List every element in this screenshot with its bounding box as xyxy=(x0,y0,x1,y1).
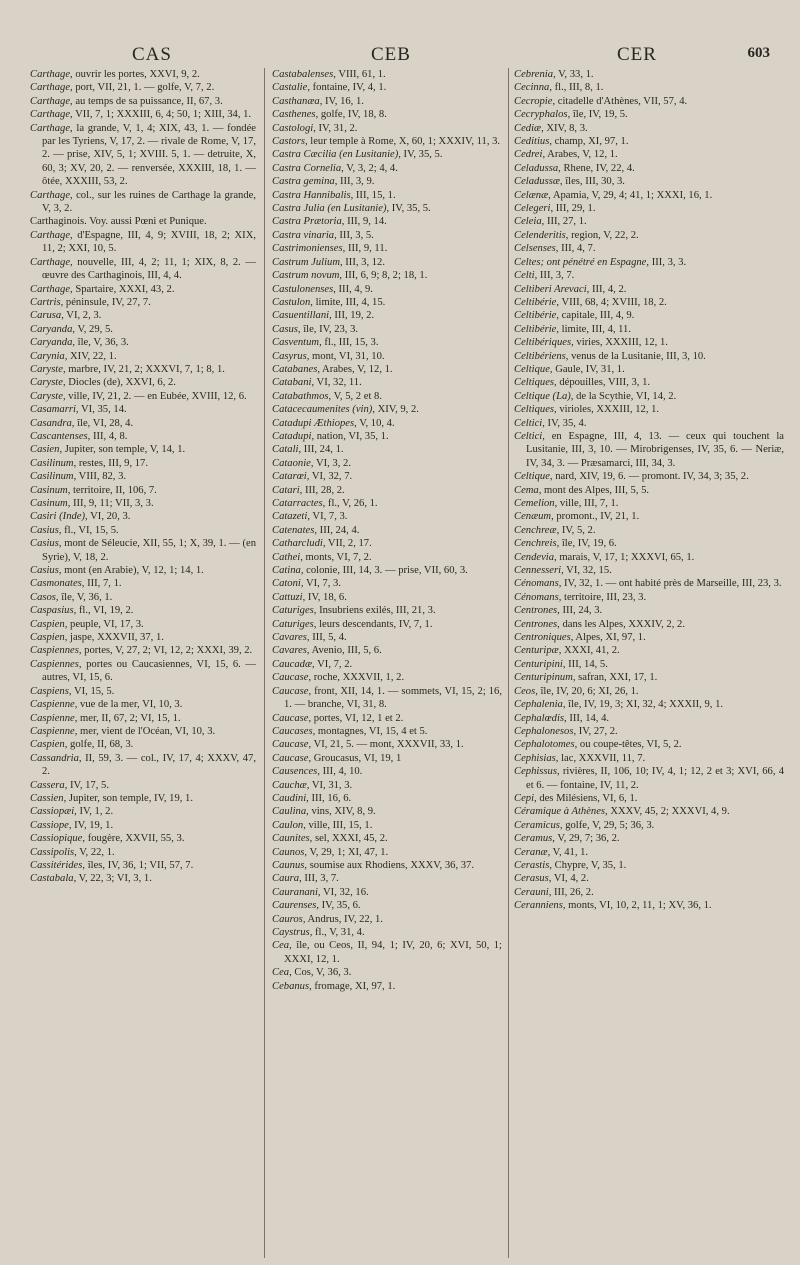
index-entry: Ceranniens, monts, VI, 10, 2, 11, 1; XV, 36, 1. xyxy=(514,900,712,912)
index-entry: Caura, III, 3, 7. xyxy=(272,873,339,885)
index-entry: Catarractes, fl., V, 26, 1. xyxy=(272,498,378,509)
index-entry: Casthanæa, IV, 16, 1. xyxy=(272,95,364,107)
index-entry: Carthage, Spartaire, XXXI, 43, 2. xyxy=(30,283,175,295)
page-header xyxy=(0,44,800,68)
index-entry: Casthenes, golfe, IV, 18, 8. xyxy=(272,109,387,121)
header-center: CEB xyxy=(371,44,411,65)
index-entry: Caspasius, fl., VI, 19, 2. xyxy=(30,605,134,617)
index-entry: Celtiques, dépouilles, VIII, 3, 1. xyxy=(514,377,651,389)
index-entry: Celænæ, Apamia, V, 29, 4; 41, 1; XXXI, 16, 1. xyxy=(514,189,713,201)
index-entry: Caucase, Groucasus, VI, 19, 1 xyxy=(272,752,402,764)
index-entry: Castra Julia (en Lusitanie), IV, 35, 5. xyxy=(272,203,431,215)
index-entry: Celtiberi Arevaci, III, 4, 2. xyxy=(514,283,627,295)
index-entry: Caurenses, IV, 35, 6. xyxy=(272,900,361,912)
index-entry: Carynia, XIV, 22, 1. xyxy=(30,350,117,362)
index-entry: Caspiennes, portes ou Caucasiennes, VI, 15, 6. — autres, VI, 15, 6. xyxy=(30,658,256,684)
index-entry: Caucase, portes, VI, 12, 1 et 2. xyxy=(272,712,404,724)
index-entry: Cerasus, VI, 4, 2. xyxy=(514,873,589,885)
index-entry: Caspien, golfe, II, 68, 3. xyxy=(30,739,134,751)
index-entry: Celsenses, III, 4, 7. xyxy=(514,243,596,255)
index-entry: Caryanda, île, V, 36, 3. xyxy=(30,337,129,349)
index-entry: Causences, III, 4, 10. xyxy=(272,766,363,778)
index-entry: Ceditius, champ, XI, 97, 1. xyxy=(514,136,629,148)
index-entry: Celtici, IV, 35, 4. xyxy=(514,417,587,429)
index-entry: Cattuzi, IV, 18, 6. xyxy=(272,591,347,603)
index-entry: Castrum Julium, III, 3, 12. xyxy=(272,256,385,268)
index-entry: Casuentillani, III, 19, 2. xyxy=(272,310,375,322)
index-entry: Cephalotomes, ou coupe-têtes, VI, 5, 2. xyxy=(514,739,682,751)
index-entry: Castabala, V, 22, 3; VI, 3, 1. xyxy=(30,873,152,885)
index-entry: Centuripini, III, 14, 5. xyxy=(514,658,608,670)
index-entry: Centuripæ, XXXI, 41, 2. xyxy=(514,645,620,657)
index-entry: Castrimonienses, III, 9, 11. xyxy=(272,243,388,255)
index-entry: Casmonates, III, 7, 1. xyxy=(30,578,122,590)
index-entry: Cedrei, Arabes, V, 12, 1. xyxy=(514,149,618,161)
index-entry: Carthaginois. Voy. aussi Pœni et Punique. xyxy=(30,216,207,228)
index-entry: Caunos, V, 29, 1; XI, 47, 1. xyxy=(272,846,389,858)
index-entry: Castors, leur temple à Rome, X, 60, 1; XXXIV, 11, 3. xyxy=(272,136,501,148)
index-entry: Catacecaumenites (vin), XIV, 9, 2. xyxy=(272,404,419,416)
index-entry: Celtici, en Espagne, III, 4, 13. — ceux qui touchent la Lusitanie, III, 3, 10. — Mirobrigenses, IV, 35, 6. — Neriæ, IV, 34, 3. — Præsamarci, III, 34, 3. xyxy=(514,430,784,469)
index-entry: Carthage, nouvelle, III, 4, 2; 11, 1; XIX, 8, 2. — œuvre des Carthaginois, III, 4, 4. xyxy=(30,256,256,282)
index-entry: Celtique, nard, XIV, 19, 6. — promont. IV, 34, 3; 35, 2. xyxy=(514,471,749,483)
index-entry: Castulonenses, III, 4, 9. xyxy=(272,283,373,295)
index-entry: Cassiope, IV, 19, 1. xyxy=(30,819,114,831)
index-entry: Celtiques, virioles, XXXIII, 12, 1. xyxy=(514,404,660,416)
index-entry: Carthage, port, VII, 21, 1. — golfe, V, 7, 2. xyxy=(30,82,215,94)
index-entry: Celtibérie, limite, III, 4, 11. xyxy=(514,323,632,335)
index-entry: Catenates, III, 24, 4. xyxy=(272,524,360,536)
index-entry: Casinum, III, 9, 11; VII, 3, 3. xyxy=(30,498,154,509)
index-entry: Casilinum, VIII, 82, 3. xyxy=(30,471,127,483)
index-entry: Caspienne, mer, II, 67, 2; VI, 15, 1. xyxy=(30,712,181,724)
index-entry: Celeia, III, 27, 1. xyxy=(514,216,587,228)
index-entry: Catadupi, nation, VI, 35, 1. xyxy=(272,430,389,442)
index-entry: Celti, III, 3, 7. xyxy=(514,270,575,282)
index-entry: Casamarri, VI, 35, 14. xyxy=(30,404,127,416)
index-entry: Cathei, monts, VI, 7, 2. xyxy=(272,551,372,563)
index-entry: Carthage, col., sur les ruines de Carthage la grande, V, 3, 2. xyxy=(30,189,256,215)
index-entry: Cassien, Jupiter, son temple, IV, 19, 1. xyxy=(30,792,193,804)
index-entry: Centrones, III, 24, 3. xyxy=(514,605,603,617)
index-entry: Celenderitis, region, V, 22, 2. xyxy=(514,229,639,241)
index-entry: Caryanda, V, 29, 5. xyxy=(30,323,113,335)
index-entry: Cassandria, II, 59, 3. — col., IV, 17, 4; XXXV, 47, 2. xyxy=(30,752,256,778)
index-entry: Catabanes, Arabes, V, 12, 1. xyxy=(272,363,393,375)
index-entry: Castra Cornelia, V, 3, 2; 4, 4. xyxy=(272,162,398,174)
index-entry: Catarœi, VI, 32, 7. xyxy=(272,471,353,483)
index-entry: Caulon, ville, III, 15, 1. xyxy=(272,819,373,831)
index-entry: Centuripinum, safran, XXI, 17, 1. xyxy=(514,672,658,684)
index-entry: Casien, Jupiter, son temple, V, 14, 1. xyxy=(30,444,186,456)
index-entry: Caucadæ, VI, 7, 2. xyxy=(272,658,353,670)
column-divider xyxy=(264,68,265,1258)
index-entry: Cassipolis, V, 22, 1. xyxy=(30,846,115,858)
index-entry: Cephalonesos, IV, 27, 2. xyxy=(514,725,618,737)
index-entry: Carthage, ouvrir les portes, XXVI, 9, 2. xyxy=(30,69,200,80)
index-entry: Casius, mont de Séleucie, XII, 55, 1; X, 39, 1. — (en Syrie), V, 18, 2. xyxy=(30,538,256,563)
index-entry: Caucases, montagnes, VI, 15, 4 et 5. xyxy=(272,725,428,737)
index-entry: Caulina, vins, XIV, 8, 9. xyxy=(272,806,376,818)
index-entry: Céramique à Athènes, XXXV, 45, 2; XXXVI, 4, 9. xyxy=(514,806,730,818)
index-entry: Castabalenses, VIII, 61, 1. xyxy=(272,69,386,80)
index-entry: Caunites, sel, XXXI, 45, 2. xyxy=(272,833,388,845)
index-entry: Casilinum, restes, III, 9, 17. xyxy=(30,457,148,469)
index-entry: Casyrus, mont, VI, 31, 10. xyxy=(272,350,385,362)
index-entry: Caspien, jaspe, XXXVII, 37, 1. xyxy=(30,632,164,644)
index-entry: Caspienne, mer, vient de l'Océan, VI, 10, 3. xyxy=(30,725,216,737)
index-entry: Cassitérides, îles, IV, 36, 1; VII, 57, 7. xyxy=(30,859,194,871)
index-entry: Celegeri, III, 29, 1. xyxy=(514,203,596,215)
index-entry: Casandra, île, VI, 28, 4. xyxy=(30,417,134,429)
index-entry: Cavares, III, 5, 4. xyxy=(272,632,347,644)
index-entry: Caturiges, Insubriens exilés, III, 21, 3. xyxy=(272,605,436,617)
index-entry: Cediæ, XIV, 8, 3. xyxy=(514,122,588,134)
index-entry: Caspiennes, portes, V, 27, 2; VI, 12, 2; XXXI, 39, 2. xyxy=(30,645,253,657)
index-entry: Castra vinaria, III, 3, 5. xyxy=(272,229,374,241)
index-entry: Caystrus, fl., V, 31, 4. xyxy=(272,927,365,938)
index-entry: Celtique (La), de la Scythie, VI, 14, 2. xyxy=(514,390,677,402)
index-entry: Carthage, VII, 7, 1; XXXIII, 6, 4; 50, 1; XIII, 34, 1. xyxy=(30,109,252,121)
index-entry: Casius, mont (en Arabie), V, 12, 1; 14, 1. xyxy=(30,565,204,577)
index-entry: Caryste, marbre, IV, 21, 2; XXXVI, 7, 1; 8, 1. xyxy=(30,363,225,375)
index-entry: Carthage, d'Espagne, III, 4, 9; XVIII, 18, 2; XIX, 11, 2; XXI, 10, 5. xyxy=(30,229,256,255)
index-entry: Castalie, fontaine, IV, 4, 1. xyxy=(272,82,387,94)
index-entry: Cenchreis, île, IV, 19, 6. xyxy=(514,538,617,550)
index-entry: Cenæum, promont., IV, 21, 1. xyxy=(514,511,640,523)
index-entry: Catabani, VI, 32, 11. xyxy=(272,377,362,389)
index-entry: Caucase, roche, XXXVII, 1, 2. xyxy=(272,672,405,684)
index-entry: Cassera, IV, 17, 5. xyxy=(30,779,109,791)
index-entry: Cephissus, rivières, II, 106, 10; IV, 4, 1; 12, 2 et 3; XVI, 66, 4 et 6. — fontaine, IV, 11, 2. xyxy=(514,766,784,791)
index-entry: Ceos, île, IV, 20, 6; XI, 26, 1. xyxy=(514,685,639,697)
index-entry: Cavares, Avenio, III, 5, 6. xyxy=(272,645,382,657)
index-entry: Cerastis, Chypre, V, 35, 1. xyxy=(514,859,627,871)
header-left: CAS xyxy=(132,44,172,65)
index-entry: Caryste, ville, IV, 21, 2. — en Eubée, XVIII, 12, 6. xyxy=(30,390,247,402)
index-entry: Castulon, limite, III, 4, 15. xyxy=(272,296,386,308)
index-entry: Cauranani, VI, 32, 16. xyxy=(272,886,369,898)
index-entry: Cendevia, marais, V, 17, 1; XXXVI, 65, 1. xyxy=(514,551,695,563)
index-entry: Cassiopique, fougère, XXVII, 55, 3. xyxy=(30,833,185,845)
index-entry: Cartris, péninsule, IV, 27, 7. xyxy=(30,296,151,308)
index-entry: Cataonie, VI, 3, 2. xyxy=(272,457,351,469)
index-entry: Cebrenia, V, 33, 1. xyxy=(514,69,594,80)
index-entry: Cemelion, ville, III, 7, 1. xyxy=(514,498,619,509)
index-entry: Casus, île, IV, 23, 3. xyxy=(272,323,359,335)
index-entry: Cephisias, lac, XXXVII, 11, 7. xyxy=(514,752,646,764)
index-entry: Carusa, VI, 2, 3. xyxy=(30,310,102,322)
index-entry: Caturiges, leurs descendants, IV, 7, 1. xyxy=(272,618,433,630)
index-entry: Celadussa, Rhene, IV, 22, 4. xyxy=(514,162,635,174)
index-entry: Cecropie, citadelle d'Athènes, VII, 57, 4. xyxy=(514,95,688,107)
index-entry: Cenchreæ, IV, 5, 2. xyxy=(514,524,596,536)
index-entry: Cephalœdis, III, 14, 4. xyxy=(514,712,610,724)
index-entry: Celtique, Gaule, IV, 31, 1. xyxy=(514,363,625,375)
index-entry: Caudini, III, 16, 6. xyxy=(272,792,352,804)
index-entry: Catabathmos, V, 5, 2 et 8. xyxy=(272,390,382,402)
index-entry: Castologi, IV, 31, 2. xyxy=(272,122,358,134)
index-entry: Caunus, soumise aux Rhodiens, XXXV, 36, 37. xyxy=(272,859,474,871)
index-entry: Caspiens, VI, 15, 5. xyxy=(30,685,115,697)
index-entry: Casiri (Inde), VI, 20, 3. xyxy=(30,511,131,523)
index-entry: Centrones, dans les Alpes, XXXIV, 2, 2. xyxy=(514,618,685,630)
index-entry: Celtibériens, venus de la Lusitanie, III, 3, 10. xyxy=(514,350,706,362)
index-entry: Cascantenses, III, 4, 8. xyxy=(30,430,128,442)
index-entry: Catadupi Æthiopes, V, 10, 4. xyxy=(272,417,395,429)
index-entry: Cennesseri, VI, 32, 15. xyxy=(514,565,612,577)
index-entry: Caspien, peuple, VI, 17, 3. xyxy=(30,618,144,630)
index-column-3 xyxy=(514,68,784,913)
index-entry: Celtes; ont pénétré en Espagne, III, 3, 3. xyxy=(514,256,687,268)
index-entry: Casventum, fl., III, 15, 3. xyxy=(272,337,379,349)
index-entry: Cepi, des Milésiens, VI, 6, 1. xyxy=(514,792,638,804)
index-entry: Cénomans, IV, 32, 1. — ont habité près de Marseille, III, 23, 3. xyxy=(514,578,782,590)
index-entry: Casos, île, V, 36, 1. xyxy=(30,591,113,603)
index-entry: Catharcludi, VII, 2, 17. xyxy=(272,538,372,550)
index-entry: Ceranæ, V, 41, 1. xyxy=(514,846,589,858)
index-entry: Cerauni, III, 26, 2. xyxy=(514,886,594,898)
index-entry: Celtibérie, capitale, III, 4, 9. xyxy=(514,310,635,322)
index-entry: Cebanus, fromage, XI, 97, 1. xyxy=(272,980,396,992)
index-entry: Cénomans, territoire, III, 23, 3. xyxy=(514,591,647,603)
index-entry: Caspienne, vue de la mer, VI, 10, 3. xyxy=(30,699,183,711)
index-entry: Caryste, Diocles (de), XXVI, 6, 2. xyxy=(30,377,176,389)
index-entry: Catina, colonie, III, 14, 3. — prise, VII, 60, 3. xyxy=(272,565,468,577)
index-entry: Cecryphalos, île, IV, 19, 5. xyxy=(514,109,628,121)
index-entry: Celadussæ, îles, III, 30, 3. xyxy=(514,176,625,188)
index-entry: Cecinna, fl., III, 8, 1. xyxy=(514,82,604,94)
index-column-2 xyxy=(272,68,502,993)
index-entry: Ceramus, V, 29, 7; 36, 2. xyxy=(514,833,620,845)
index-entry: Cema, mont des Alpes, III, 5, 5. xyxy=(514,484,650,496)
index-entry: Castra Hannibalis, III, 15, 1. xyxy=(272,189,396,201)
header-right: CER xyxy=(617,44,657,65)
index-entry: Catari, III, 28, 2. xyxy=(272,484,345,496)
index-entry: Castra Cæcilia (en Lusitanie), IV, 35, 5. xyxy=(272,149,443,161)
index-entry: Cephalenia, île, IV, 19, 3; XI, 32, 4; XXXII, 9, 1. xyxy=(514,699,724,711)
index-column-1 xyxy=(30,68,256,886)
index-entry: Catali, III, 24, 1. xyxy=(272,444,344,456)
index-entry: Castra gemina, III, 3, 9. xyxy=(272,176,375,188)
page-number: 603 xyxy=(747,45,770,61)
index-entry: Cauros, Andrus, IV, 22, 1. xyxy=(272,913,383,925)
index-entry: Cea, île, ou Ceos, II, 94, 1; IV, 20, 6; XVI, 50, 1; XXXI, 12, 1. xyxy=(272,940,502,965)
index-entry: Caucase, front, XII, 14, 1. — sommets, VI, 15, 2; 16, 1. — branche, VI, 31, 8. xyxy=(272,685,502,711)
column-divider xyxy=(508,68,509,1258)
index-entry: Celtibériques, viries, XXXIII, 12, 1. xyxy=(514,337,668,349)
index-entry: Centroniques, Alpes, XI, 97, 1. xyxy=(514,632,646,644)
index-entry: Casinum, territoire, II, 106, 7. xyxy=(30,484,157,496)
index-entry: Cauchæ, VI, 31, 3. xyxy=(272,779,353,791)
index-entry: Celtibérie, VIII, 68, 4; XVIII, 18, 2. xyxy=(514,296,667,308)
index-entry: Carthage, la grande, V, 1, 4; XIX, 43, 1. — fondée par les Tyriens, V, 17, 2. — rivale de Rome, V, 17, 2. — prise, XIV, 5, 1; XVIII. 5, 1. — detruite, X, 60, 3; XV, 20, 2. — renversée, XXXIII, 18, 1. — ôtée, XXXIII, 53, 2. xyxy=(30,122,256,188)
index-entry: Cea, Cos, V, 36, 3. xyxy=(272,967,352,979)
index-entry: Cassiopæi, IV, 1, 2. xyxy=(30,806,114,818)
index-entry: Castrum novum, III, 6, 9; 8, 2; 18, 1. xyxy=(272,270,428,282)
index-entry: Ceramicus, golfe, V, 29, 5; 36, 3. xyxy=(514,819,655,831)
index-entry: Catoni, VI, 7, 3. xyxy=(272,578,341,590)
index-entry: Casius, fl., VI, 15, 5. xyxy=(30,524,119,536)
index-entry: Catazeti, VI, 7, 3. xyxy=(272,511,348,523)
index-entry: Caucase, VI, 21, 5. — mont, XXXVII, 33, 1. xyxy=(272,739,464,751)
index-entry: Castra Prætoria, III, 9, 14. xyxy=(272,216,387,228)
index-entry: Carthage, au temps de sa puissance, II, 67, 3. xyxy=(30,95,223,107)
